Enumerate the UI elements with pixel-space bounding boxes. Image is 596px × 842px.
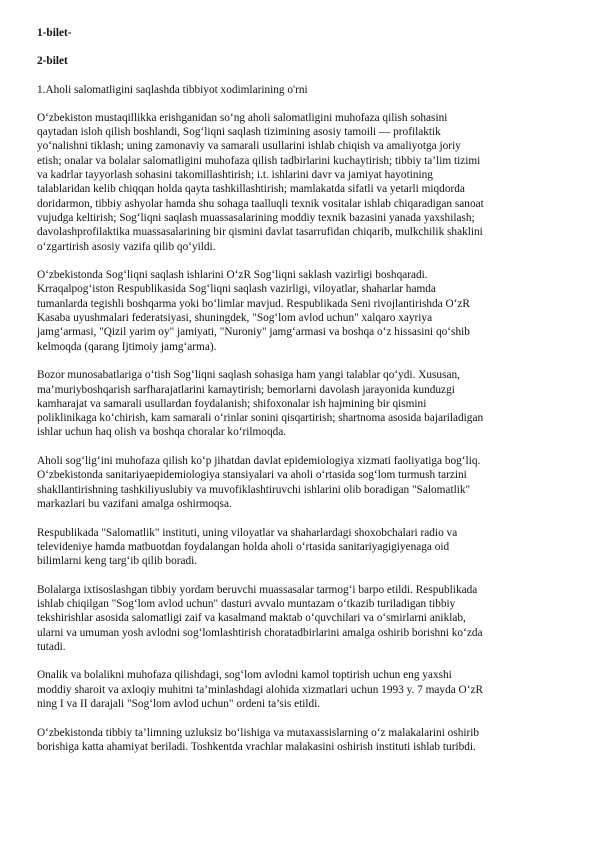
document-page [37,26,562,769]
heading-ticket-2: 2-bilet [37,55,68,68]
text-line: doridarmon, tibbiy ashyolar hamda shu sohaga taalluqli texnik vositalar ishlab chiqaradigan sanoat [37,197,484,210]
text-line: ularni va umuman yosh avlodni sog‘lomlashtirish choratadbirlarini amalga oshirib borishni ko‘zda [37,626,483,639]
text-line: Onalik va bolalikni muhofaza qilishdagi, sog‘lom avlodni kamol toptirish uchun eng yaxshi [37,669,452,682]
text-line: O‘zbekistonda tibbiy ta’limning uzluksiz bo‘lishiga va mutaxassislarning o‘z malakalarini oshirib [37,726,480,739]
text-line: Bozor munosabatlariga o‘tish Sog‘liqni saqlash sohasiga ham yangi talablar qo‘ydi. Xususan, [37,369,460,382]
text-line: tutadi. [37,640,66,653]
text-line: jamg‘armasi, "Qizil yarim oy" jamiyati, "Nuroniy" jamg‘armasi va boshqa o‘z hissasini qo‘shib [37,326,470,339]
text-line: ning I va II darajali "Sog‘lom avlod uchun" ordeni ta’sis etildi. [37,698,321,711]
text-line: talablaridan kelib chiqqan holda qayta tashkillashtirish; mamlakatda sifatli va yetarli miqdorda [37,183,465,196]
paragraph [37,454,562,511]
text-line: davolashprofilaktika muassasalarining bir qismini davlat tasarrufidan chiqarib, mulkchilik shaklini [37,226,483,239]
text-line: kamharajat va samarali usullardan foydalanish; shifoxonalar ish hajmining bir qismini [37,397,427,410]
text-line: poliklinikaga ko‘chirish, kam samarali o‘rinlar sonini qisqartirish; shartnoma asosida bajariladigan [37,412,484,425]
paragraph [37,583,562,654]
text-line: Aholi sog‘lig‘ini muhofaza qilish ko‘p jihatdan davlat epidemiologiya xizmati faoliyatiga bog‘liq. [37,455,481,468]
text-line: o‘zgartirish asosiy vazifa qilib qo‘yildi. [37,240,216,253]
text-line: Krraqalpog‘iston Respublikasida Sog‘liqni saqlash vazirligi, viloyatlar, shaharlar hamda [37,283,436,296]
section-title: 1.Aholi salomatligini saqlashda tibbiyot xodimlarining o'rni [37,83,308,96]
text-line: ishlar uchun haq olish va boshqa choralar ko‘rilmoqda. [37,426,287,439]
text-line: ishlab chiqilgan "Sog‘lom avlod uchun" dasturi avvalo muntazam o‘tkazib turiladigan tibbiy [37,597,456,610]
text-line: Bolalarga ixtisoslashgan tibbiy yordam beruvchi muassasalar tarmog‘i barpo etildi. Respublikada [37,583,478,596]
text-line: etish; onalar va bolalar salomatligini muhofaza qilish tadbirlarini kuchaytirish; tibbiy ta’lim tizimi [37,154,481,167]
paragraph [37,268,562,354]
text-line: yo‘nalishni tiklash; uning zamonaviy va samarali usullarini ishlab chiqish va amaliyotga joriy [37,140,461,153]
paragraph [37,368,562,439]
text-line: borishiga katta ahamiyat beriladi. Toshkentda vrachlar malakasini oshirish instituti ishlab turibdi. [37,740,476,753]
text-line: tumanlarda tegishli boshqarma yoki bo‘limlar mavjud. Respublikada Seni rivojlantirishda O‘zR [37,297,470,310]
text-line: tekshirishlar asosida salomatligi zaif va kasalmand maktab o‘quvchilari va o‘smirlarni aniklab, [37,612,466,625]
text-line: qaytadan isloh qilish boshlandi, Sog‘liqni saqlash tizimining asosiy tamoili — profilaktik [37,126,441,139]
paragraph [37,111,562,254]
paragraph [37,526,562,569]
text-line: kelmoqda (qarang Ijtimoiy jamg‘arma). [37,340,217,353]
document-body [37,111,562,754]
text-line: bilimlarni keng targ‘ib qilib boradi. [37,555,198,568]
text-line: vujudga keltirish; Sog‘liqni saqlash muassasalarining moddiy texnik bazasini yanada yaxshilash; [37,211,475,224]
text-line: ma’muriyboshqarish sarfharajatlarini kamaytirish; bemorlarni davolash jarayonida kunduzgi [37,383,455,396]
text-line: Respublikada "Salomatlik" instituti, uning viloyatlar va shaharlardagi shoxobchalari radio va [37,526,458,539]
text-line: va kadrlar tayyorlash sohasini takomillashtirish; i.t. ishlarini davr va jamiyat hayotining [37,169,433,182]
heading-ticket-1: 1-bilet- [37,27,72,39]
paragraph [37,726,562,755]
text-line: Kasaba uyushmalari federatsiyasi, shuningdek, "Sog‘lom avlod uchun" xalqaro xayriya [37,312,433,325]
text-line: O‘zbekistonda Sog‘liqni saqlash ishlarini O‘zR Sog‘liqni saklash vazirligi boshqaradi. [37,269,428,282]
text-line: televideniye hamda matbuotdan foydalangan holda aholi o‘rtasida sanitariyagigiyenaga oid [37,540,450,553]
text-line: O‘zbekiston mustaqillikka erishganidan so‘ng aholi salomatligini muhofaza qilish sohasini [37,111,448,124]
text-line: moddiy sharoit va axloqiy muhitni ta’minlashdagi alohida xizmatlari uchun 1993 y. 7 mayda O‘zR [37,683,484,696]
text-line: O‘zbekistonda sanitariyaepidemiologiya stansiyalari va aholi o‘rtasida sog‘lom turmush tarzini [37,469,467,482]
paragraph [37,668,562,711]
text-line: markazlari bu vazifani amalga oshirmoqsa. [37,497,232,510]
text-line: shakllantirishning tashkiliyuslubiy va muvofiklashtiruvchi ishlarini olib boradigan "Salomatlik" [37,483,471,496]
